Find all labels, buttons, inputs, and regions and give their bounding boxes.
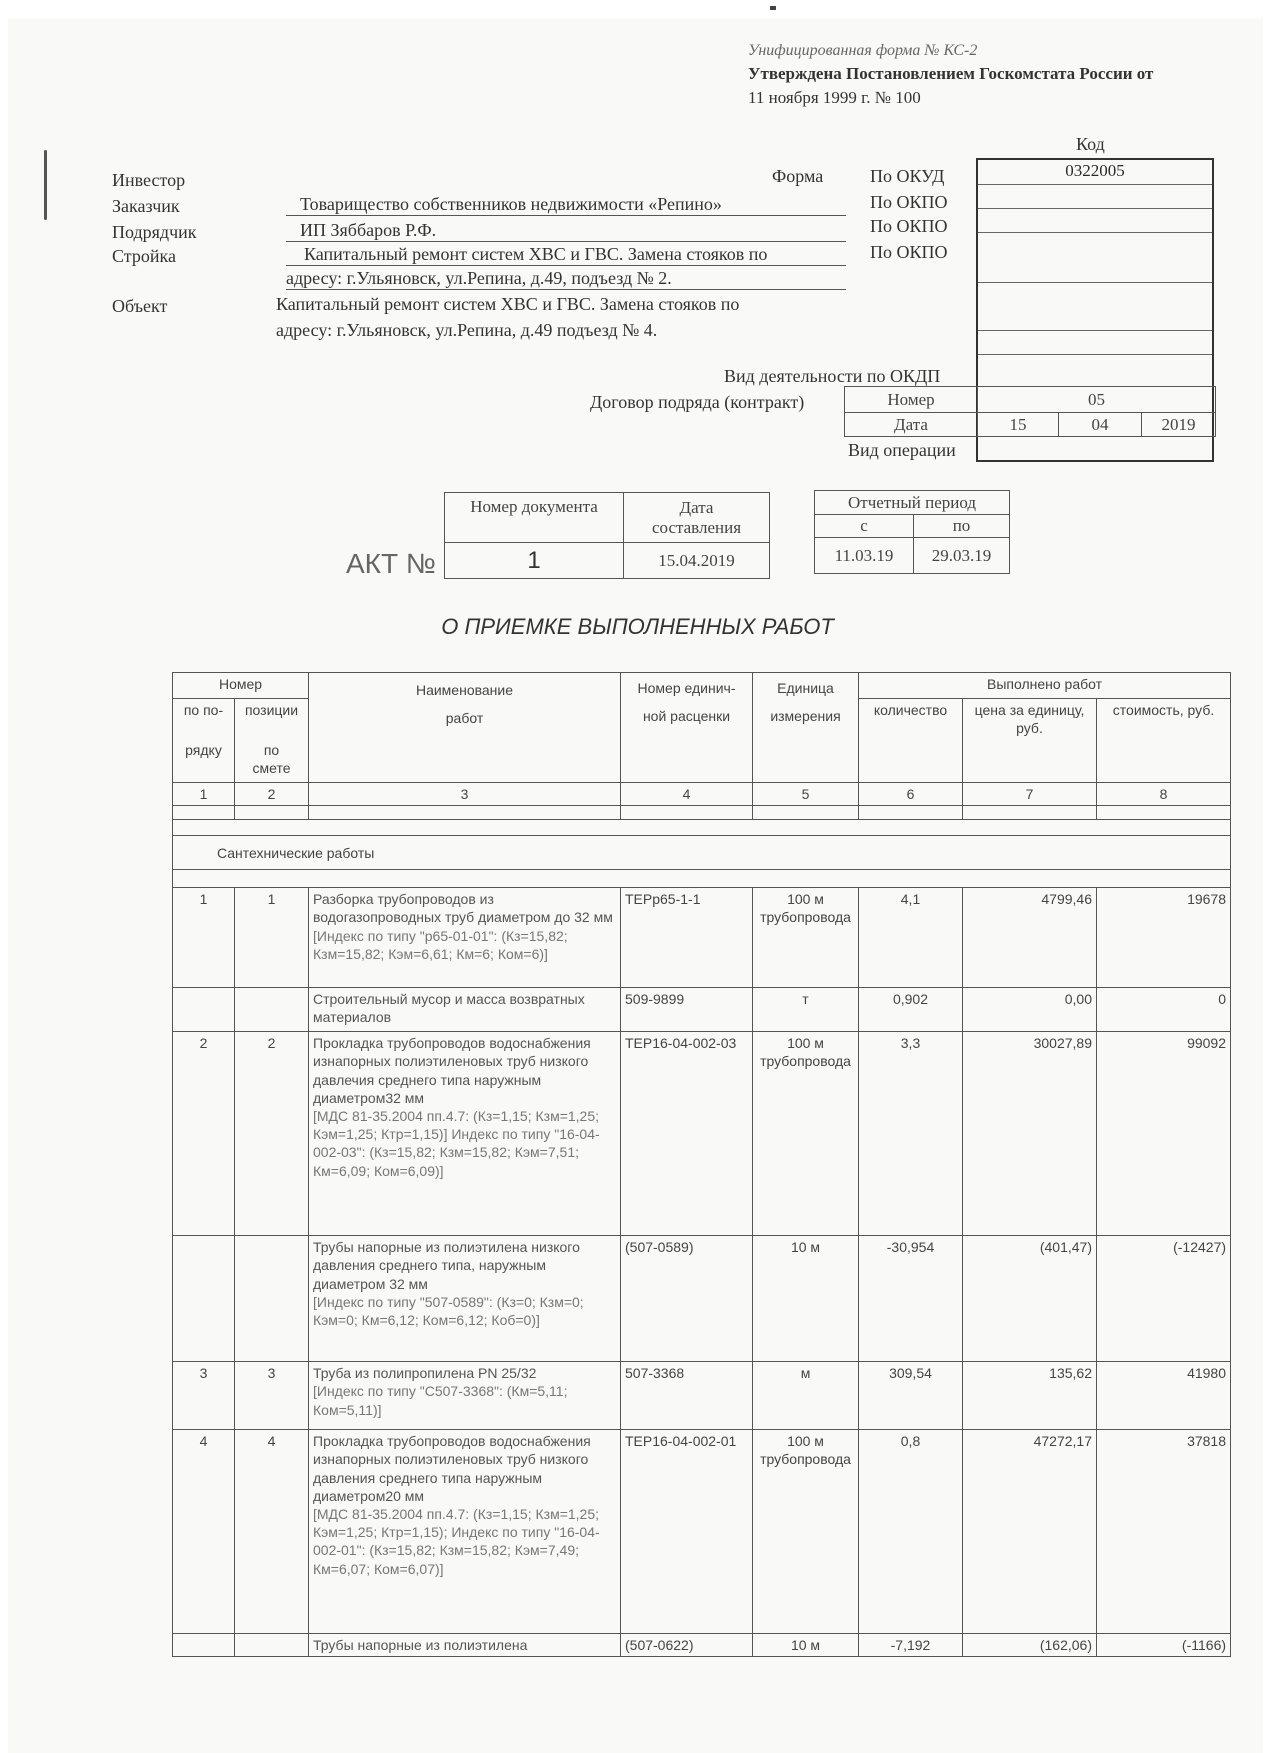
col-header-done: Выполнено работ	[859, 673, 1231, 699]
construction-line-2: адресу: г.Ульяновск, ул.Репина, д.49, подъезд № 2.	[286, 268, 846, 290]
row-order-number: 2	[173, 1032, 235, 1236]
table-row	[173, 1430, 1231, 1634]
row-quantity: 309,54	[859, 1362, 963, 1430]
row-unit-price: 30027,89	[963, 1032, 1097, 1236]
contract-date-label: Дата	[845, 413, 978, 437]
work-name-text: Прокладка трубопроводов водоснабжения изнапорных полиэтиленовых труб низкого давлечия среднего типа наружным диаметром32 мм	[313, 1035, 591, 1106]
row-rate-code: (507-0589)	[621, 1236, 753, 1362]
contractor-value: ИП Зяббаров Р.Ф.	[286, 220, 846, 242]
row-unit-price: (401,47)	[963, 1236, 1097, 1362]
customer-value: Товарищество собственников недвижимости «Репино»	[286, 194, 846, 216]
contractor-label: Подрядчик	[112, 222, 197, 242]
row-rate-code: ТЕР16-04-002-03	[621, 1032, 753, 1236]
col-header-qty: количество	[859, 699, 963, 783]
row-quantity: 0,8	[859, 1430, 963, 1634]
row-cost: 37818	[1097, 1430, 1231, 1634]
works-table	[172, 672, 1231, 1657]
construction-line-1: Капитальный ремонт систем ХВС и ГВС. Замена стояков по	[286, 244, 846, 266]
investor-label: Инвестор	[112, 170, 186, 190]
row-unit: 10 м	[753, 1634, 859, 1657]
col-number: 8	[1097, 783, 1231, 806]
row-rate-code: ТЕРр65-1-1	[621, 888, 753, 988]
row-unit: м	[753, 1362, 859, 1430]
row-rate-code: (507-0622)	[621, 1634, 753, 1657]
work-name-text: Труба из полипропилена PN 25/32	[313, 1365, 537, 1382]
row-unit-price: 4799,46	[963, 888, 1097, 988]
col-number: 2	[235, 783, 309, 806]
section-title: Сантехнические работы	[173, 836, 1231, 870]
row-unit-price: 0,00	[963, 988, 1097, 1032]
col-header-price: цена за единицу, руб.	[963, 699, 1097, 783]
work-coefficients-text: [Индекс по типу "р65-01-01": (Кз=15,82; Кзм=15,82; Кэм=6,61; Км=6; Ком=6)]	[313, 927, 568, 962]
table-row	[173, 1362, 1231, 1430]
row-order-number	[173, 1236, 235, 1362]
operation-label: Вид операции	[848, 440, 956, 460]
col-header-rate: Номер единич- ной расценки	[621, 673, 753, 783]
row-position-number: 2	[235, 1032, 309, 1236]
works-rows	[173, 888, 1231, 1657]
code-header: Код	[1076, 134, 1105, 154]
table-row	[173, 1236, 1231, 1362]
scan-dot	[770, 6, 776, 10]
work-coefficients-text: [МДС 81-35.2004 пп.4.7: (Кз=1,15; Кзм=1,25; Кэм=1,25; Ктр=1,15); Индекс по типу "16-04-002-01": (Кз=15,82; Кзм=15,82; Кэм=7,49; Км=6,07; Ком=6,07)]	[313, 1505, 600, 1577]
act-number: 1	[445, 543, 624, 579]
okpo-label-1: По ОКПО	[870, 192, 948, 212]
row-cost: 0	[1097, 988, 1231, 1032]
contract-number-label: Номер	[845, 387, 978, 413]
construction-label: Стройка	[112, 246, 176, 266]
row-unit: т	[753, 988, 859, 1032]
row-unit: 100 м трубопровода	[753, 888, 859, 988]
okdp-label: Вид деятельности по ОКДП	[724, 366, 941, 386]
work-name-text: Строительный мусор и масса возвратных материалов	[313, 991, 585, 1026]
row-unit-price: 135,62	[963, 1362, 1097, 1430]
row-work-name	[309, 1430, 621, 1634]
approval-date: 11 ноября 1999 г. № 100	[748, 88, 921, 107]
table-row	[173, 1634, 1231, 1657]
row-position-number	[235, 988, 309, 1032]
object-label: Объект	[112, 296, 168, 316]
work-name-text: Трубы напорные из полиэтилена	[313, 1637, 528, 1654]
contract-month: 04	[1059, 413, 1142, 437]
row-cost: (-12427)	[1097, 1236, 1231, 1362]
row-position-number: 1	[235, 888, 309, 988]
col-number: 6	[859, 783, 963, 806]
contract-number-value: 05	[978, 387, 1216, 413]
contract-year: 2019	[1142, 413, 1216, 437]
work-name-text: Разборка трубопроводов из водогазопроводных труб диаметром до 32 мм	[313, 891, 613, 926]
col-header-order: по по- рядку	[173, 699, 235, 783]
row-order-number: 3	[173, 1362, 235, 1430]
row-order-number: 4	[173, 1430, 235, 1634]
row-cost: 41980	[1097, 1362, 1231, 1430]
col-number: 1	[173, 783, 235, 806]
row-cost: 19678	[1097, 888, 1231, 988]
row-quantity: 0,902	[859, 988, 963, 1032]
work-coefficients-text: [Индекс по типу "С507-3368": (Км=5,11; Ком=5,11)]	[313, 1383, 568, 1418]
object-line-1: Капитальный ремонт систем ХВС и ГВС. Замена стояков по	[276, 294, 740, 314]
row-order-number: 1	[173, 888, 235, 988]
row-rate-code: ТЕР16-04-002-01	[621, 1430, 753, 1634]
row-unit: 100 м трубопровода	[753, 1032, 859, 1236]
col-number: 4	[621, 783, 753, 806]
document-number-table	[444, 492, 770, 579]
forma-label: Форма	[772, 166, 824, 186]
period-to: 29.03.19	[914, 538, 1010, 574]
row-unit: 100 м трубопровода	[753, 1430, 859, 1634]
row-quantity: 3,3	[859, 1032, 963, 1236]
period-header: Отчетный период	[815, 491, 1010, 515]
row-work-name	[309, 1634, 621, 1657]
row-order-number	[173, 988, 235, 1032]
row-unit: 10 м	[753, 1236, 859, 1362]
work-name-text: Прокладка трубопроводов водоснабжения изнапорных полиэтиленовых труб низкого давления среднего типа наружным диаметром20 мм	[313, 1433, 591, 1504]
act-label: АКТ №	[346, 548, 436, 579]
period-from-label: с	[815, 515, 914, 538]
table-row	[173, 1032, 1231, 1236]
col-header-name: Наименование работ	[309, 673, 621, 783]
doc-number-header: Номер документа	[445, 493, 624, 543]
col-header-cost: стоимость, руб.	[1097, 699, 1231, 783]
row-unit-price: 47272,17	[963, 1430, 1097, 1634]
okud-value: 0322005	[1065, 161, 1125, 180]
work-name-text: Трубы напорные из полиэтилена низкого давления среднего типа, наружным диаметром 32 мм	[313, 1239, 580, 1292]
row-position-number	[235, 1634, 309, 1657]
contract-day: 15	[978, 413, 1059, 437]
row-work-name	[309, 1032, 621, 1236]
row-quantity: 4,1	[859, 888, 963, 988]
act-date: 15.04.2019	[624, 543, 770, 579]
row-quantity: -7,192	[859, 1634, 963, 1657]
row-cost: 99092	[1097, 1032, 1231, 1236]
row-quantity: -30,954	[859, 1236, 963, 1362]
work-coefficients-text: [Индекс по типу "507-0589": (Кз=0; Кзм=0; Кэм=0; Км=6,12; Ком=6,12; Коб=0)]	[313, 1293, 584, 1328]
doc-date-header: Дата составления	[624, 493, 770, 543]
row-rate-code: 509-9899	[621, 988, 753, 1032]
row-position-number	[235, 1236, 309, 1362]
contract-label: Договор подряда (контракт)	[590, 392, 805, 412]
col-number: 7	[963, 783, 1097, 806]
customer-label: Заказчик	[112, 196, 180, 216]
row-rate-code: 507-3368	[621, 1362, 753, 1430]
row-position-number: 3	[235, 1362, 309, 1430]
row-work-name	[309, 1236, 621, 1362]
col-header-unit: Единица измерения	[753, 673, 859, 783]
col-header-position: позиции по смете	[235, 699, 309, 783]
work-coefficients-text: [МДС 81-35.2004 пп.4.7: (Кз=1,15; Кзм=1,25; Кэм=1,25; Ктр=1,15)] Индекс по типу "16-04-002-03": (Кз=15,82; Кзм=15,82; Кэм=7,51; Км=6,09; Ком=6,09)]	[313, 1107, 600, 1179]
form-name: Унифицированная форма № КС-2	[748, 42, 978, 59]
contract-table	[844, 386, 1216, 437]
col-number: 5	[753, 783, 859, 806]
scan-mark	[44, 150, 47, 220]
reporting-period-table	[814, 490, 1010, 574]
period-to-label: по	[914, 515, 1010, 538]
document-title: О ПРИЕМКЕ ВЫПОЛНЕННЫХ РАБОТ	[441, 614, 834, 639]
period-from: 11.03.19	[815, 538, 914, 574]
row-work-name	[309, 888, 621, 988]
okpo-label-3: По ОКПО	[870, 242, 948, 262]
row-unit-price: (162,06)	[963, 1634, 1097, 1657]
col-number: 3	[309, 783, 621, 806]
approval-line: Утверждена Постановлением Госкомстата России от	[748, 64, 1154, 83]
row-work-name	[309, 1362, 621, 1430]
okud-label: По ОКУД	[870, 166, 945, 186]
object-line-2: адресу: г.Ульяновск, ул.Репина, д.49 подъезд № 4.	[276, 320, 658, 340]
table-row	[173, 988, 1231, 1032]
row-cost: (-1166)	[1097, 1634, 1231, 1657]
table-row	[173, 888, 1231, 988]
okpo-label-2: По ОКПО	[870, 216, 948, 236]
col-header-number: Номер	[173, 673, 309, 699]
row-order-number	[173, 1634, 235, 1657]
row-work-name	[309, 988, 621, 1032]
column-numbers-row	[173, 783, 1231, 806]
row-position-number: 4	[235, 1430, 309, 1634]
